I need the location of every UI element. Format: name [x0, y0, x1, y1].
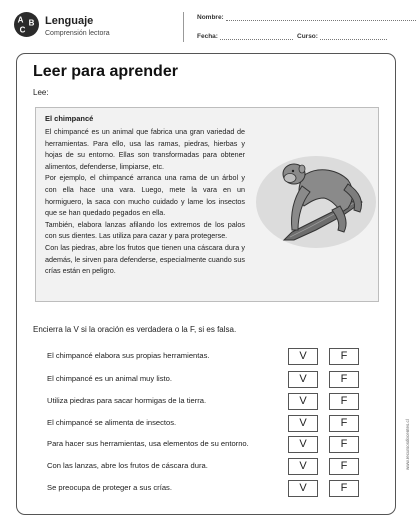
worksheet-header: [0, 0, 416, 50]
fecha-field[interactable]: [197, 33, 293, 40]
subject-title: Lenguaje: [45, 15, 94, 27]
true-option-box[interactable]: V: [288, 371, 318, 388]
false-option-box[interactable]: F: [329, 436, 359, 453]
page-title: Leer para aprender: [33, 63, 178, 80]
nombre-field[interactable]: [197, 14, 416, 21]
false-option-box[interactable]: F: [329, 415, 359, 432]
true-option-box[interactable]: V: [288, 348, 318, 365]
story-paragraph: También, elabora lanzas afilando los extremos de los palos con sus dientes. Las utiliza para cazar y para protegerse.: [45, 219, 245, 241]
nombre-label: Nombre:: [197, 14, 224, 21]
story-paragraph: El chimpancé es un animal que fabrica una gran variedad de herramientas. Para ello, usa las ramas, piedras, hierbas y hojas de su entorno. Ellas son transformadas para obtener alimentos, defenderse, limpiarse, etc.: [45, 127, 245, 171]
curso-line[interactable]: [320, 33, 387, 40]
question-text: Utiliza piedras para sacar hormigas de la tierra.: [47, 396, 207, 405]
instruction: Encierra la V si la oración es verdadera o la F, si es falsa.: [33, 325, 237, 334]
story-text: [45, 126, 245, 277]
curso-field[interactable]: [297, 33, 387, 40]
question-row: [47, 393, 367, 411]
question-text: El chimpancé se alimenta de insectos.: [47, 418, 177, 427]
question-row: [47, 458, 367, 476]
story-paragraph: Con las piedras, abre los frutos que tienen una cáscara dura y además, le sirven para defenderse, especialmente cuando sus crías están en peligro.: [45, 242, 245, 276]
question-row: [47, 371, 367, 389]
logo-letter-c: C: [19, 25, 26, 35]
subject-sublabel: Comprensión lectora: [45, 30, 110, 37]
fecha-line[interactable]: [220, 33, 293, 40]
true-option-box[interactable]: V: [288, 415, 318, 432]
question-text: Para hacer sus herramientas, usa elementos de su entorno.: [47, 439, 249, 448]
false-option-box[interactable]: F: [329, 480, 359, 497]
curso-label: Curso:: [297, 33, 318, 40]
question-row: [47, 348, 367, 366]
story-title: El chimpancé: [45, 114, 94, 123]
source-url: www.recursosdocentes.cl: [405, 419, 410, 470]
abc-logo-icon: [14, 12, 39, 37]
nombre-line[interactable]: [226, 14, 416, 21]
true-option-box[interactable]: V: [288, 436, 318, 453]
question-text: Se preocupa de proteger a sus crías.: [47, 483, 172, 492]
question-row: [47, 415, 367, 433]
story-paragraph: Por ejemplo, el chimpancé arranca una rama de un árbol y con ella hace una vara. Luego, mete la vara en un hormiguero, la saca con mucho cuidado y lame los insectos que se han quedado pegados en ella.: [45, 173, 245, 218]
question-text: Con las lanzas, abre los frutos de cáscara dura.: [47, 461, 208, 470]
false-option-box[interactable]: F: [329, 458, 359, 475]
false-option-box[interactable]: F: [329, 393, 359, 410]
question-row: [47, 480, 367, 498]
fecha-label: Fecha:: [197, 33, 218, 40]
true-option-box[interactable]: V: [288, 393, 318, 410]
logo-letter-b: B: [28, 18, 35, 28]
question-text: El chimpancé elabora sus propias herramientas.: [47, 351, 210, 360]
question-text: El chimpancé es un animal muy listo.: [47, 374, 172, 383]
false-option-box[interactable]: F: [329, 348, 359, 365]
false-option-box[interactable]: F: [329, 371, 359, 388]
logo-letter-a: A: [17, 15, 24, 25]
lee-label: Lee:: [33, 88, 49, 97]
question-row: [47, 436, 367, 454]
header-divider: [183, 12, 184, 42]
true-option-box[interactable]: V: [288, 458, 318, 475]
chimpanzee-illustration: [250, 140, 378, 252]
true-option-box[interactable]: V: [288, 480, 318, 497]
